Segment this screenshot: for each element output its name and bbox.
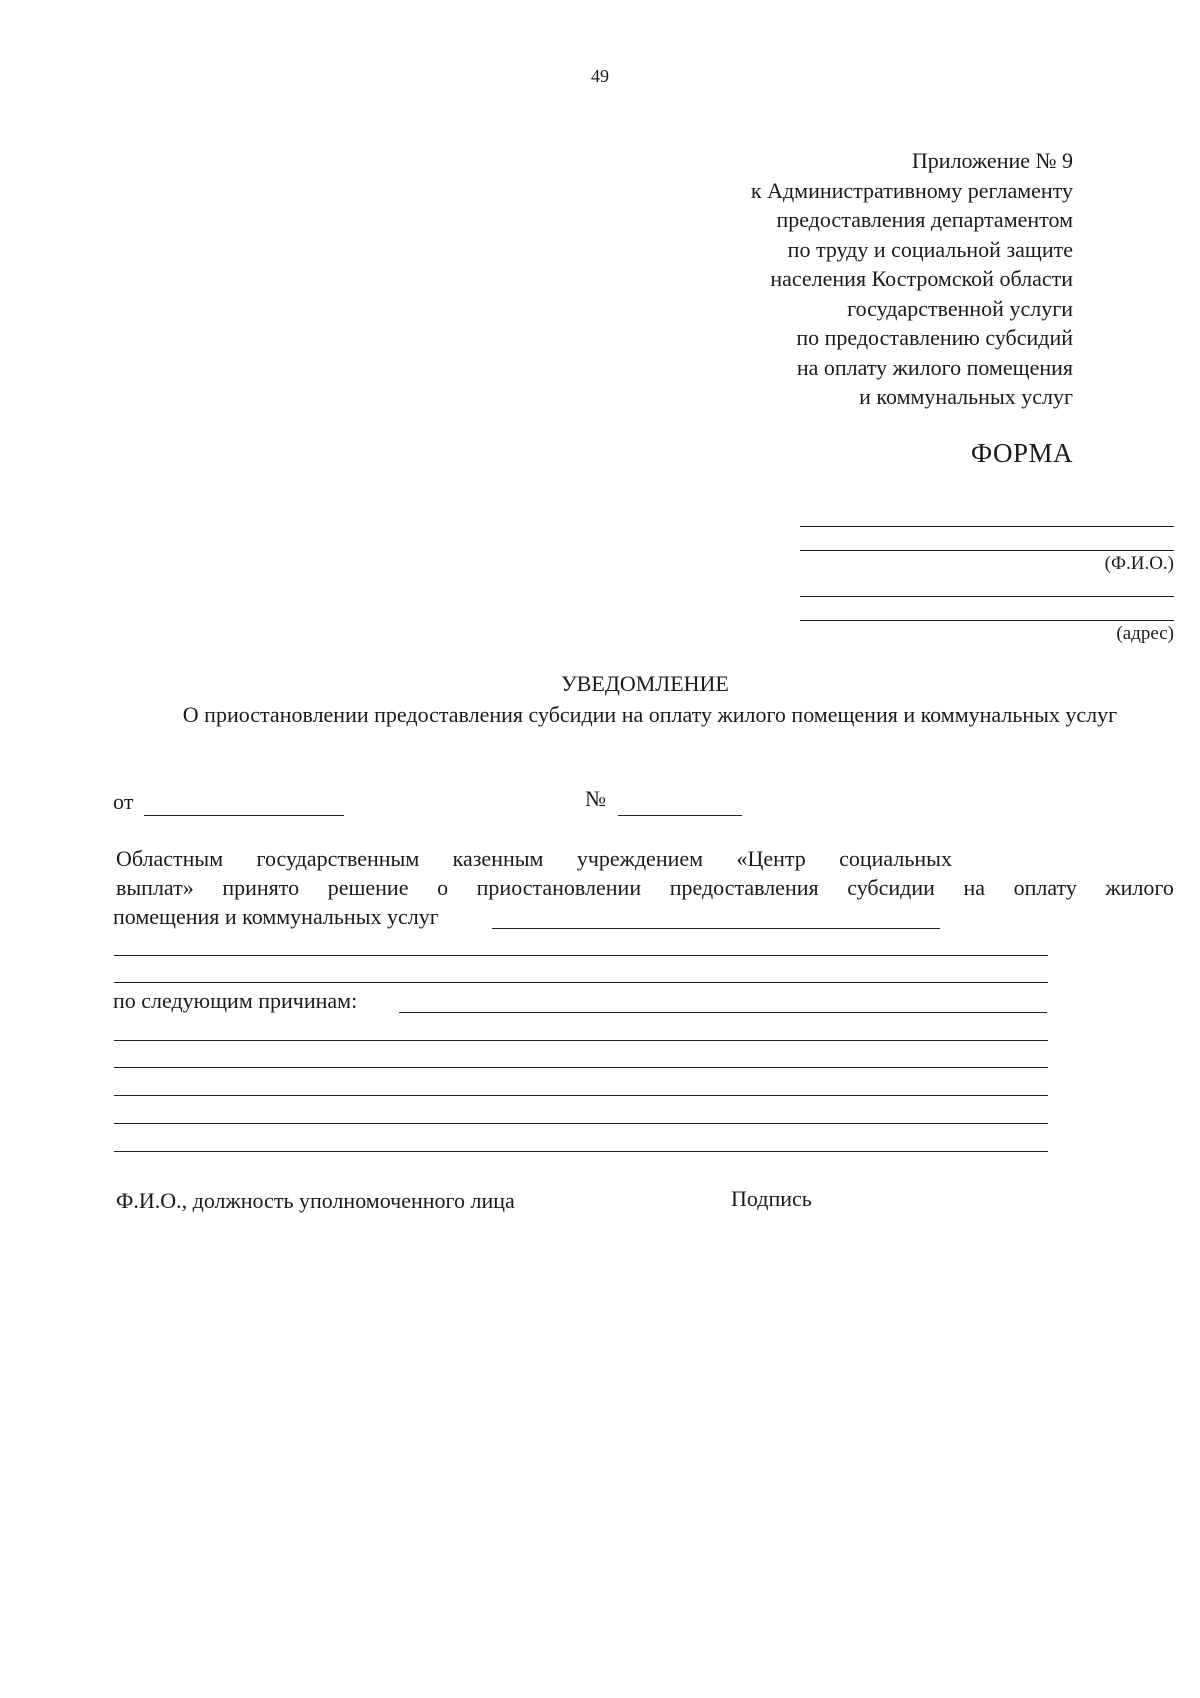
body-line-3: помещения и коммунальных услуг [113, 904, 439, 929]
reasons-label: по следующим причинам: [113, 988, 358, 1013]
body-word: социальных [839, 846, 952, 871]
body-word: учреждением [576, 846, 704, 871]
appendix-line: по предоставлению субсидий [796, 325, 1073, 350]
body-line-2 [116, 875, 1174, 901]
appendix-line: к Административному регламенту [750, 177, 1073, 203]
fio-line-1[interactable] [800, 526, 1174, 527]
appendix-line: и коммунальных услуг [859, 384, 1073, 409]
reasons-line-4[interactable] [114, 1095, 1048, 1096]
date-field[interactable] [144, 815, 344, 816]
appendix-line: государственной услуги [847, 295, 1073, 321]
services-line-3[interactable] [114, 982, 1048, 983]
fio-line-2[interactable] [800, 550, 1174, 551]
body-word: жилого [1105, 875, 1174, 900]
body-word: выплат» [116, 875, 194, 900]
address-caption: (адрес) [1116, 623, 1174, 644]
notice-subtitle: О приостановлении предоставления субсидии на оплату жилого помещения и коммунальных услуг [182, 702, 1118, 727]
body-line-1 [116, 846, 952, 872]
body-word: оплату [1013, 875, 1077, 900]
services-field[interactable] [492, 928, 940, 929]
number-label: № [585, 786, 606, 811]
reasons-field[interactable] [399, 1012, 1047, 1013]
appendix-line: Приложение № 9 [911, 148, 1073, 173]
body-word: о [437, 875, 449, 900]
body-word: казенным [452, 846, 544, 871]
body-word: на [963, 875, 986, 900]
address-line-1[interactable] [800, 596, 1174, 597]
body-word: решение [327, 875, 409, 900]
page-number: 49 [591, 66, 609, 86]
date-label: от [113, 789, 134, 814]
official-label: Ф.И.О., должность уполномоченного лица [116, 1188, 515, 1213]
appendix-line: по труду и социальной защите [787, 236, 1073, 262]
appendix-line: населения Костромской области [770, 266, 1073, 291]
body-word: субсидии [847, 875, 935, 900]
services-line-2[interactable] [114, 955, 1048, 956]
reasons-line-5[interactable] [114, 1123, 1048, 1124]
body-word: государственным [256, 846, 420, 871]
fio-caption: (Ф.И.О.) [1104, 553, 1174, 574]
body-word: «Центр [736, 846, 806, 871]
signature-label: Подпись [731, 1186, 812, 1211]
appendix-line: на оплату жилого помещения [796, 354, 1073, 380]
appendix-header [613, 146, 1073, 412]
form-label: ФОРМА [970, 438, 1073, 468]
reasons-line-2[interactable] [114, 1040, 1048, 1041]
number-field[interactable] [618, 815, 742, 816]
reasons-line-3[interactable] [114, 1067, 1048, 1068]
body-word: приостановлении [476, 875, 642, 900]
reasons-line-6[interactable] [114, 1151, 1048, 1152]
body-word: предоставления [669, 875, 819, 900]
address-line-2[interactable] [800, 620, 1174, 621]
notice-title: УВЕДОМЛЕНИЕ [561, 671, 729, 696]
body-word: принято [222, 875, 300, 900]
body-word: Областным [116, 846, 224, 871]
appendix-line: предоставления департаментом [776, 207, 1073, 232]
